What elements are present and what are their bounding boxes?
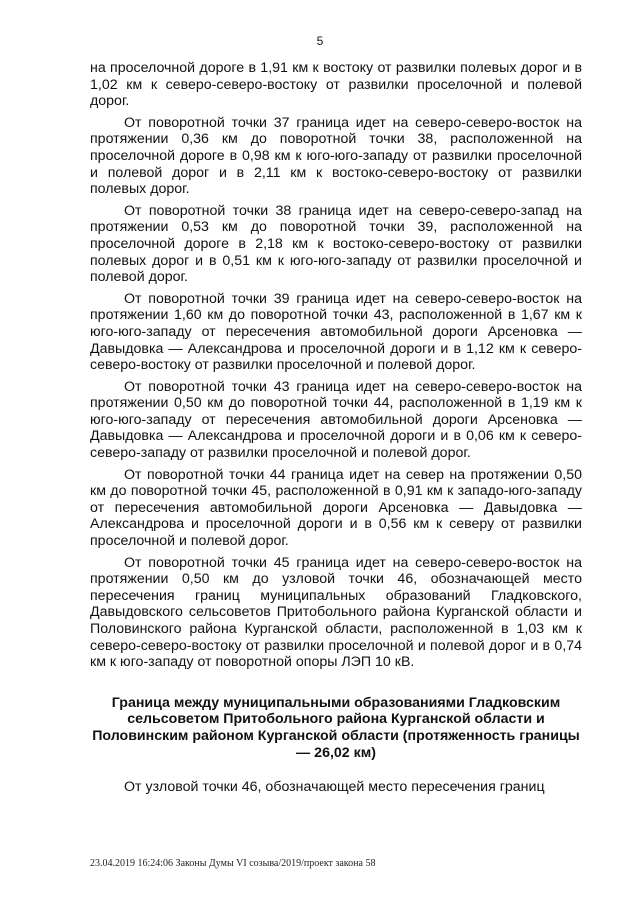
paragraph-point-37: От поворотной точки 37 граница идет на северо-северо-восток на протяжении 0,36 км до поворотной точки 38, расположенной на проселочной дороге в 0,98 км к юго-юго-западу от развилки проселочной и полевой дорог и в 2,11 км к востоко-северо-востоку от развилки полевых дорог. — [90, 114, 582, 198]
paragraph-point-46: От узловой точки 46, обозначающей место пересечения границ — [124, 779, 545, 796]
paragraph-point-39: От поворотной точки 39 граница идет на северо-северо-восток на протяжении 1,60 км до поворотной точки 43, расположенной в 1,67 км к юго-юго-западу от пересечения автомобильной дороги Арсеновка — Давыдовка — Александрова и проселочной дороги и в 1,12 км к северо-северо-востоку от развилки проселочной и полевой дорог. — [90, 290, 582, 374]
page-number: 5 — [316, 34, 324, 48]
document-body — [90, 60, 582, 801]
paragraph-point-38: От поворотной точки 38 граница идет на северо-северо-запад на протяжении 0,53 км до поворотной точки 39, расположенной на проселочной дороге в 2,18 км к востоко-северо-востоку от развилки полевых дорог и в 0,51 км к юго-юго-западу от развилки проселочной и полевой дорог. — [90, 202, 582, 286]
paragraph-point-44: От поворотной точки 44 граница идет на север на протяжении 0,50 км до поворотной точки 45, расположенной в 0,91 км к западо-юго-западу от пересечения автомобильной дороги Арсеновка — Давыдовка — Александрова и проселочной дороги и в 0,56 км к северу от развилки проселочной и полевой дорог. — [90, 466, 582, 550]
paragraph-point-43: От поворотной точки 43 граница идет на северо-северо-восток на протяжении 0,50 км до поворотной точки 44, расположенной в 1,19 км к юго-юго-западу от пересечения автомобильной дороги Арсеновка — Давыдовка — Александрова и проселочной дороги и в 0,06 км к северо-северо-западу от развилки проселочной и полевой дорог. — [90, 378, 582, 462]
footer-timestamp: 23.04.2019 16:24:06 Законы Думы VI созыва/2019/проект закона 58 — [90, 858, 376, 869]
section-heading: Граница между муниципальными образованиями Гладковским сельсоветом Притобольного района Курганской области и Половинским районом Курганской области (протяженность границы — 26,02 км) — [92, 694, 580, 761]
paragraph-point-45: От поворотной точки 45 граница идет на северо-северо-восток на протяжении 0,50 км до узловой точки 46, обозначающей место пересечения границ муниципальных образований Гладковского, Давыдовского сельсоветов Притобольного района Курганской области и Половинского района Курганской области, расположенной в 1,03 км к северо-северо-востоку от развилки проселочной и полевой дорог и в 0,74 км к юго-западу от поворотной опоры ЛЭП 10 кВ. — [90, 554, 582, 671]
paragraph-continuation: на проселочной дороге в 1,91 км к востоку от развилки полевых дорог и в 1,02 км к северо-северо-востоку от развилки проселочной и полевой дорог. — [90, 60, 582, 110]
